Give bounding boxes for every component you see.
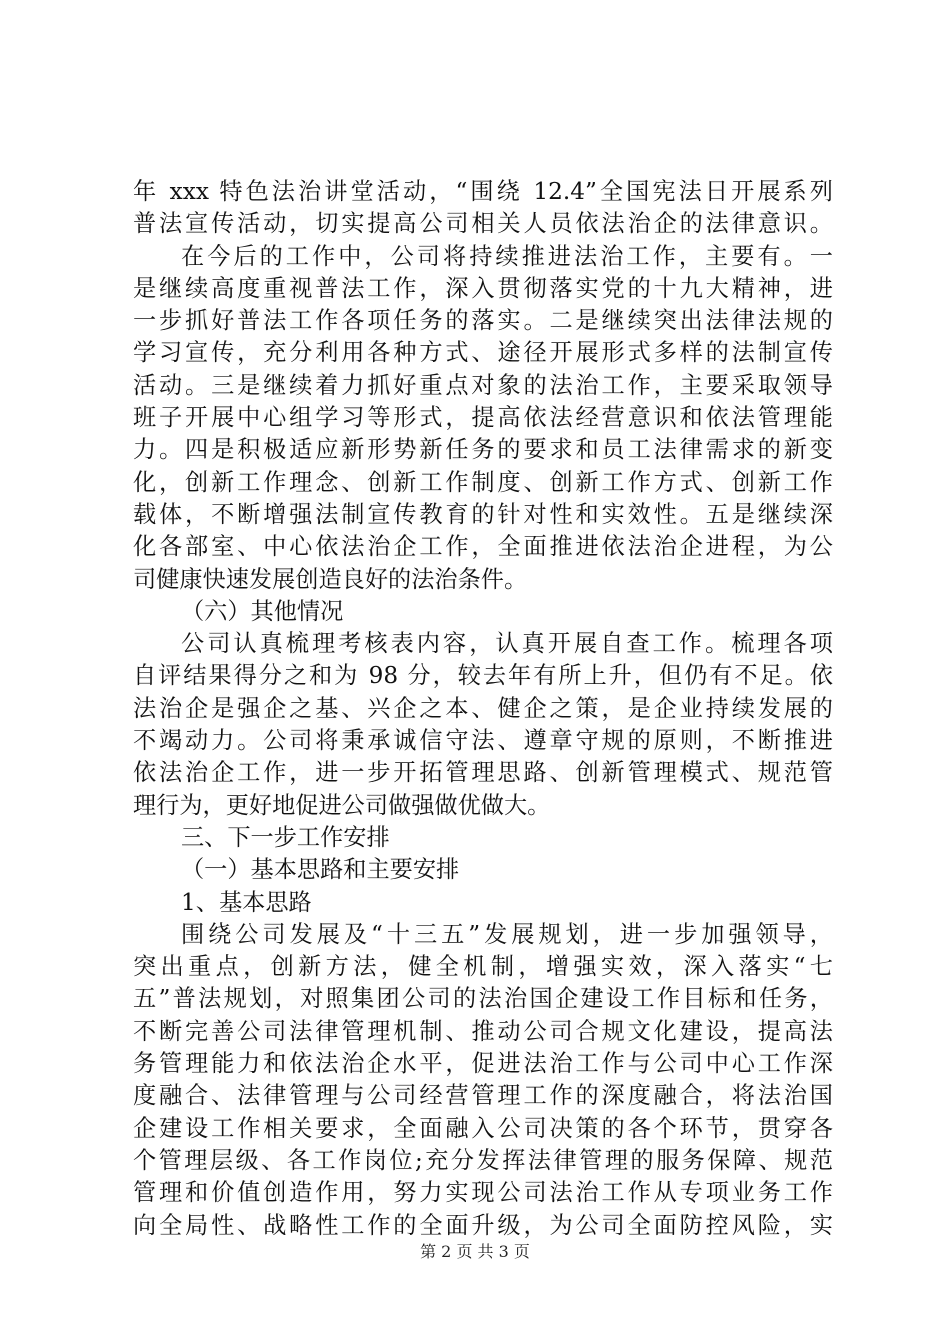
text-line: 向全局性、战略性工作的全面升级，为公司全面防控风险，实 [133,1211,833,1239]
text-line: 五”普法规划，对照集团公司的法治国企建设工作目标和任务， [133,985,833,1013]
text-line: 管理和价值创造作用，努力实现公司法治工作从专项业务工作 [133,1179,833,1207]
text-line: 理行为，更好地促进公司做强做优做大。 [133,791,551,819]
section-heading: 三、下一步工作安排 [181,823,390,851]
text-line: 自评结果得分之和为 98 分，较去年有所上升，但仍有不足。依 [133,662,833,690]
text-line: 化，创新工作理念、创新工作制度、创新工作方式、创新工作 [133,468,833,496]
document-body [133,176,833,1242]
text-line: 突出重点，创新方法，健全机制，增强实效，深入落实“七 [133,953,833,981]
subsection-heading: （一）基本思路和主要安排 [181,856,460,884]
text-line: 化各部室、中心依法治企工作，全面推进依法治企进程，为公 [133,533,833,561]
paragraph-start-line: 在今后的工作中，公司将持续推进法治工作，主要有。一 [181,242,833,270]
text-line: 企建设工作相关要求，全面融入公司决策的各个环节，贯穿各 [133,1114,833,1142]
text-line: 不断完善公司法律管理机制、推动公司合规文化建设，提高法 [133,1017,833,1045]
paragraph-start-line: 围绕公司发展及“十三五”发展规划，进一步加强领导， [181,920,833,948]
text-line: 活动。三是继续着力抓好重点对象的法治工作，主要采取领导 [133,371,833,399]
text-line: 年 xxx 特色法治讲堂活动，“围绕 12.4”全国宪法日开展系列 [133,178,833,205]
paragraph-start-line: 公司认真梳理考核表内容，认真开展自查工作。梳理各项 [181,630,833,658]
text-line: 学习宣传，充分利用各种方式、途径开展形式多样的法制宣传 [133,339,833,367]
text-line: 度融合、法律管理与公司经营管理工作的深度融合，将法治国 [133,1082,833,1110]
text-line: 一步抓好普法工作各项任务的落实。二是继续突出法律法规的 [133,307,833,335]
page-number-footer: 第 2 页 共 3 页 [420,1242,530,1261]
section-heading: （六）其他情况 [181,597,344,625]
text-line: 普法宣传活动，切实提高公司相关人员依法治企的法律意识。 [133,210,833,238]
text-line: 依法治企工作，进一步开拓管理思路、创新管理模式、规范管 [133,759,833,787]
subsection-heading: 1、基本思路 [181,888,312,916]
text-line: 司健康快速发展创造良好的法治条件。 [133,565,528,593]
text-line: 个管理层级、各工作岗位;充分发挥法律管理的服务保障、规范 [133,1146,833,1174]
text-line: 务管理能力和依法治企水平，促进法治工作与公司中心工作深 [133,1050,833,1078]
text-line: 载体，不断增强法制宣传教育的针对性和实效性。五是继续深 [133,500,833,528]
text-line: 是继续高度重视普法工作，深入贯彻落实党的十九大精神，进 [133,274,833,302]
text-line: 不竭动力。公司将秉承诚信守法、遵章守规的原则，不断推进 [133,727,833,755]
text-line: 法治企是强企之基、兴企之本、健企之策，是企业持续发展的 [133,694,833,722]
text-line: 力。四是积极适应新形势新任务的要求和员工法律需求的新变 [133,436,833,464]
text-line: 班子开展中心组学习等形式，提高依法经营意识和依法管理能 [133,404,833,432]
